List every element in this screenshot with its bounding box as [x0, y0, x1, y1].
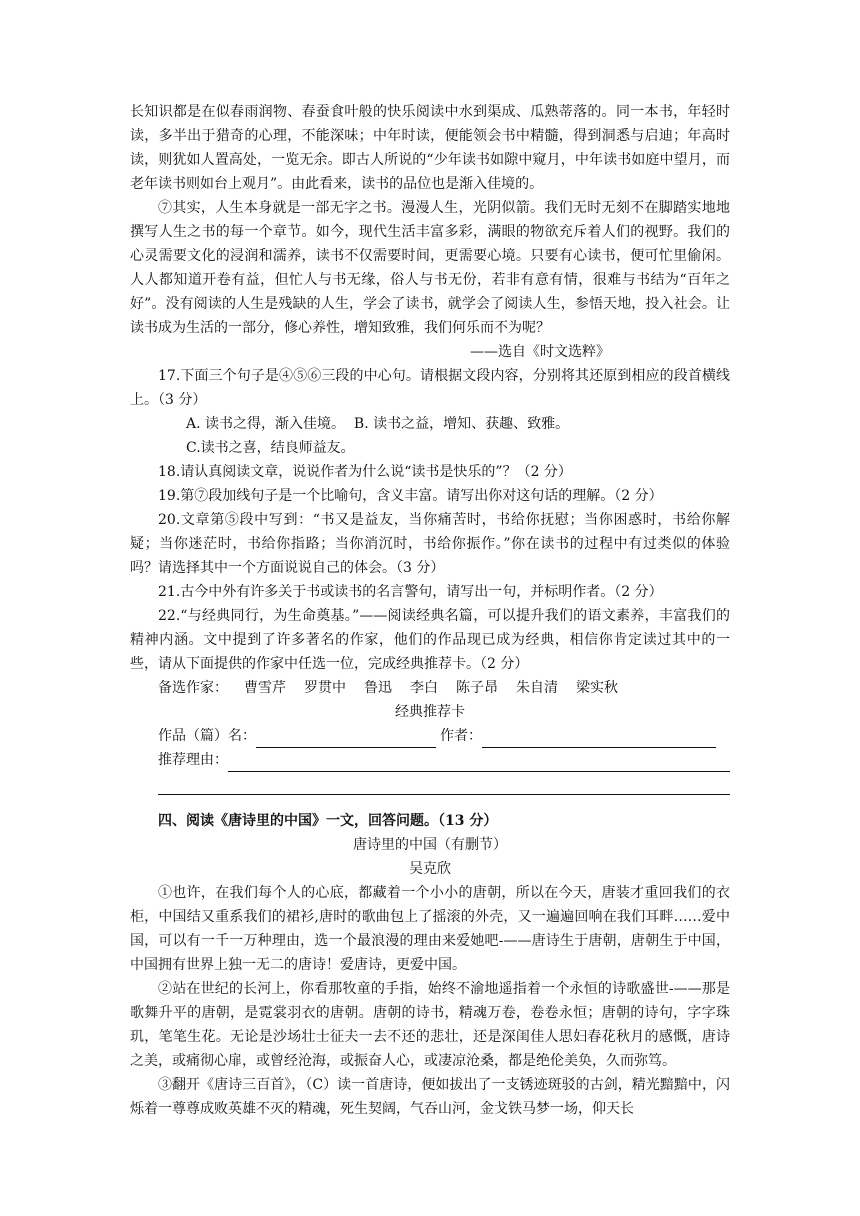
author-item: 梁实秋	[576, 680, 618, 696]
reason-blank-1[interactable]	[228, 753, 730, 772]
question-22: 22.“与经典同行，为生命奠基。”——阅读经典名篇，可以提升我们的语文素养，丰富我们的精神内涵。文中提到了许多著名的作家，他们的作品现已成为经典，相信你肯定读过其中的一些，请从下面提供的作家中任选一位，完成经典推荐卡。（2 分）	[130, 608, 730, 672]
card-title: 经典推荐卡	[395, 704, 465, 720]
article-title: 唐诗里的中国（有删节）	[353, 837, 507, 853]
question-20: 20.文章第⑤段中写到：“书又是益友，当你痛苦时，书给你抚慰；当你困惑时，书给你解疑；当你迷茫时，书给你指路；当你消沉时，书给你振作。”你在读书的过程中有过类似的体验吗？请选择其中一个方面说说自己的体会。（3 分）	[130, 512, 730, 576]
paragraph-7: ⑦其实，人生本身就是一部无字之书。漫漫人生，光阴似箭。我们无时无刻不在脚踏实地地撰写人生之书的每一个章节。如今，现代生活丰富多彩，满眼的物欲充斥着人们的视野。我们的心灵需要文化的浸润和濡养，读书不仅需要时间，更需要心境。只要有心读书，便可忙里偷闲。人人都知道开卷有益，但忙人与书无缘，俗人与书无份，若非有意有情，很难与书结为“百年之好”。没有阅读的人生是残缺的人生，学会了读书，就学会了阅读人生，参悟天地，投入社会。让读书成为生活的一部分，修心养性，增知致雅，我们何乐而不为呢？	[130, 200, 730, 336]
question-17-options-ab: A. 读书之得，渐入佳境。 B. 读书之益，增知、获趣、致雅。	[186, 416, 570, 432]
author-item: 鲁迅	[364, 680, 392, 696]
question-17-option-c: C.读书之喜，结良师益友。	[186, 440, 355, 456]
document-page	[130, 100, 730, 1121]
author-name-blank[interactable]	[482, 729, 716, 748]
reason-blank-2[interactable]	[158, 774, 730, 795]
article-paragraph-1: ①也许，在我们每个人的心底，都藏着一个小小的唐朝，所以在今天，唐装才重回我们的衣柜，中国结又重系我们的裙衫,唐时的歌曲包上了摇滚的外壳，又一遍遍回响在我们耳畔……爱中国，可以有一千一万种理由，选一个最浪漫的理由来爱她吧-——唐诗生于唐朝，唐朝生于中国，中国拥有世界上独一无二的唐诗！爱唐诗，更爱中国。	[130, 885, 730, 973]
reason-label: 推荐理由：	[158, 752, 228, 768]
authors-label: 备选作家：	[158, 680, 228, 696]
card-work-row	[158, 724, 730, 748]
author-item: 朱自清	[516, 680, 558, 696]
source-note: ——选自《时文选粹》	[470, 344, 610, 360]
article-author: 吴克欣	[409, 861, 451, 877]
card-reason-row	[158, 748, 730, 772]
author-item: 罗贯中	[304, 680, 346, 696]
work-label: 作品（篇）名：	[158, 728, 256, 744]
author-item: 曹雪芹	[244, 680, 286, 696]
work-name-blank[interactable]	[256, 729, 436, 748]
question-18: 18.请认真阅读文章，说说作者为什么说“读书是快乐的”？（2 分）	[158, 464, 572, 480]
paragraph-6-end: 长知识都是在似春雨润物、春蚕食叶般的快乐阅读中水到渠成、瓜熟蒂落的。同一本书，年轻时读，多半出于猎奇的心理，不能深味；中年时读，便能领会书中精髓，得到洞悉与启迪；年高时读，则犹如人置高处，一览无余。即古人所说的“少年读书如隙中窥月，中年读书如庭中望月，而老年读书则如台上观月”。由此看来，读书的品位也是渐入佳境的。	[130, 104, 730, 192]
question-19: 19.第⑦段加线句子是一个比喻句，含义丰富。请写出你对这句话的理解。（2 分）	[158, 488, 663, 504]
question-21: 21.古今中外有许多关于书或读书的名言警句，请写出一句，并标明作者。（2 分）	[158, 584, 663, 600]
author-item: 陈子昂	[456, 680, 498, 696]
author-list	[158, 676, 730, 700]
article-paragraph-2: ②站在世纪的长河上，你看那牧童的手指，始终不渝地遥指着一个永恒的诗歌盛世-——那是歌舞升平的唐朝，是霓裳羽衣的唐朝。唐朝的诗书，精魂万卷，卷卷永恒；唐朝的诗句，字字珠玑，笔笔生花。无论是沙场壮士征夫一去不还的悲壮，还是深闺佳人思妇春花秋月的感慨，唐诗之美，或痛彻心扉，或曾经沧海，或振奋人心，或凄凉沧桑，都是绝伦美奂，久而弥笃。	[130, 981, 730, 1069]
article-paragraph-3: ③翻开《唐诗三百首》，（C）读一首唐诗，便如拔出了一支锈迹斑驳的古剑，精光黯黯中，闪烁着一尊尊成败英雄不灭的精魂，死生契阔，气吞山河，金戈铁马梦一场，仰天长	[130, 1077, 730, 1117]
section-4-heading: 四、阅读《唐诗里的中国》一文，回答问题。（13 分）	[158, 813, 498, 829]
question-17: 17.下面三个句子是④⑤⑥三段的中心句。请根据文段内容，分别将其还原到相应的段首横线上。（3 分）	[130, 368, 730, 408]
author-item: 李白	[410, 680, 438, 696]
author-field-label: 作者：	[440, 728, 482, 744]
